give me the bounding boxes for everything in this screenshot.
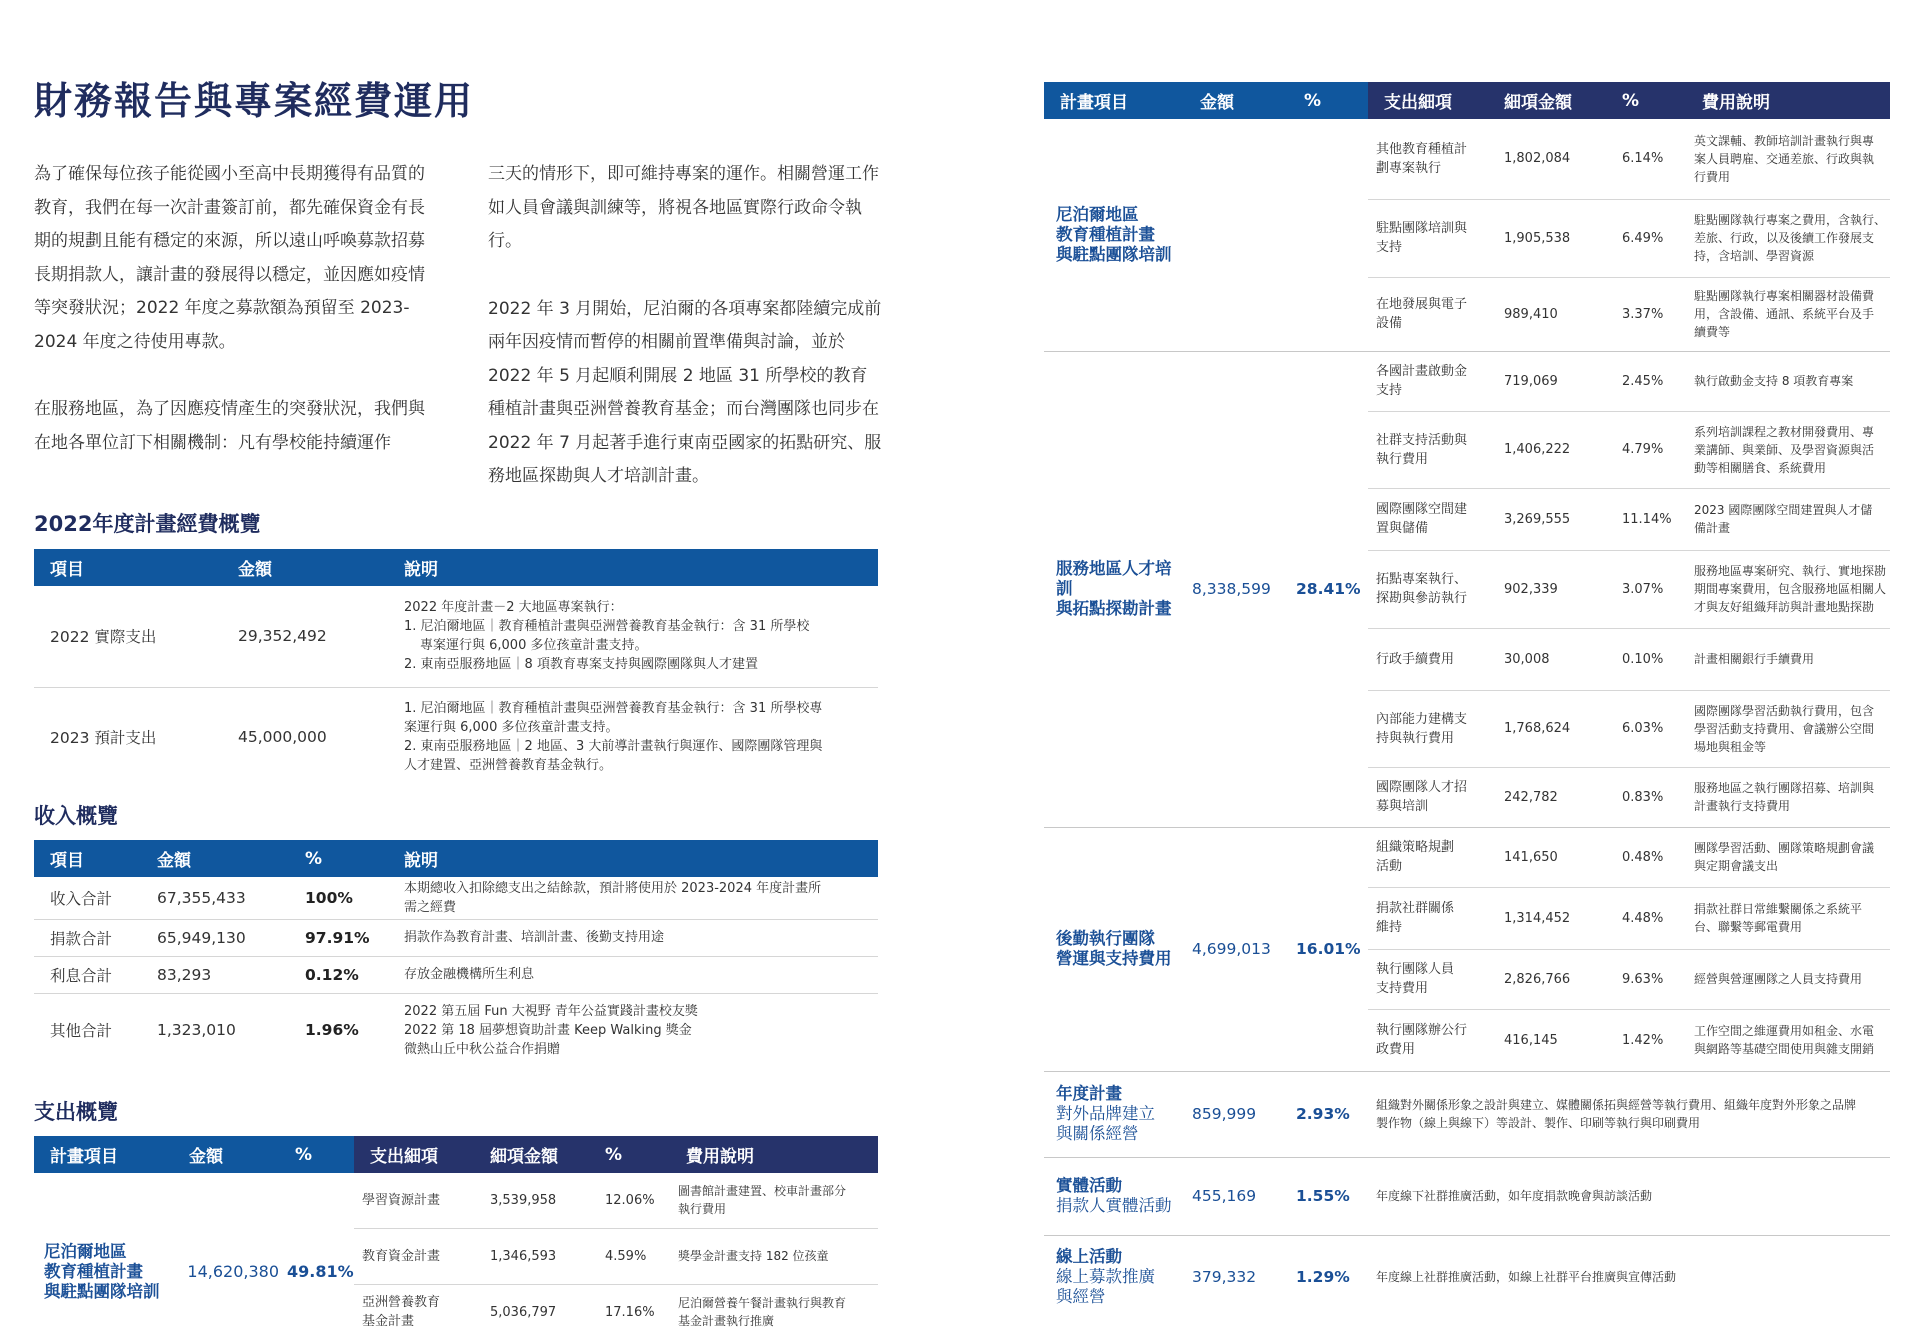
detail-percent: 4.59%: [589, 1228, 670, 1284]
description-line: 年度線上社群推廣活動，如線上社群平台推廣與宣傳活動: [1376, 1270, 1677, 1285]
detail-amount: 989,410: [1488, 277, 1606, 351]
detail-percent: 6.03%: [1606, 690, 1686, 767]
expense-description: [1686, 628, 1890, 690]
intro-paragraph: 2022 年 3 月開始，尼泊爾的各項專案都陸續完成前兩年因疫情而暫停的相關前置準備與討論，並於 2022 年 5 月起順利開展 2 地區 31 所學校的教育種植計畫與亞洲營養教育基金；而台灣團隊也同步在 2022 年 7 月起著手進行東南亞國家的拓點研究、服務地區探勘與人才培訓計畫。: [488, 298, 882, 486]
amount-cell: 67,355,433: [141, 877, 289, 919]
expense-description: [1686, 277, 1890, 351]
detail-percent: 3.07%: [1606, 550, 1686, 628]
detail-cell: [1368, 628, 1488, 690]
amount-cell: 29,352,492: [222, 586, 388, 687]
column-header: 支出細項: [354, 1136, 474, 1173]
category-line: 教育種植計畫: [1056, 224, 1155, 244]
description-cell: [388, 993, 878, 1067]
description-line: 駐點團隊執行專案之費用，含執行、: [1694, 213, 1887, 227]
detail-cell: [1368, 949, 1488, 1009]
category-line: 與關係經營: [1056, 1124, 1139, 1143]
detail-line: 拓點專案執行、: [1376, 572, 1468, 587]
detail-line: 社群支持活動與: [1376, 432, 1468, 448]
description-line: 1. 尼泊爾地區｜教育種植計畫與亞洲營養教育基金執行：含 31 所學校: [404, 619, 810, 635]
detail-amount: 1,802,084: [1488, 119, 1606, 199]
description-line: 動等相關膳食、系統費用: [1694, 460, 1827, 475]
column-header: 說明: [388, 549, 878, 586]
income-table: [34, 840, 878, 1067]
expense-description: [1686, 949, 1890, 1009]
description-line: 駐點團隊執行專案相關器材設備費: [1694, 289, 1875, 303]
column-header: 細項金額: [1488, 82, 1606, 119]
category-line: 年度計畫: [1056, 1084, 1122, 1103]
amount-cell: 1,323,010: [157, 1021, 236, 1040]
category-line: 捐款人實體活動: [1056, 1196, 1172, 1215]
description-line: 團隊學習活動、團隊策略規劃會議: [1694, 841, 1875, 855]
detail-percent: 3.37%: [1606, 277, 1686, 351]
description-line: 用，含設備、通訊、系統平台及手: [1694, 307, 1875, 321]
description-line: 才與友好組織拜訪與計畫地點探勘: [1694, 600, 1875, 614]
description-line: 台、聯繫等郵電費用: [1694, 920, 1803, 934]
detail-percent: 4.79%: [1606, 411, 1686, 488]
category-line: 線上募款推廣: [1056, 1267, 1155, 1287]
column-header: 費用說明: [670, 1136, 878, 1173]
description-line: 執行費用: [678, 1202, 727, 1217]
table-row: [34, 919, 878, 956]
table-row: [34, 993, 878, 1067]
detail-amount: 1,905,538: [1488, 199, 1606, 277]
detail-percent: 4.48%: [1606, 887, 1686, 949]
description-line: 續費等: [1694, 325, 1731, 339]
description-line: 服務地區之執行團隊招募、培訓與: [1694, 781, 1875, 795]
detail-amount: 719,069: [1488, 351, 1606, 411]
expense-table-right: [1044, 82, 1890, 1319]
detail-line: 探勘與參訪執行: [1376, 591, 1468, 606]
detail-line: 支持: [1376, 240, 1403, 255]
detail-percent: 12.06%: [589, 1173, 670, 1228]
detail-cell: [1368, 411, 1488, 488]
table-row: [1044, 119, 1890, 199]
detail-cell: [1368, 827, 1488, 887]
plan-category: [1044, 351, 1184, 827]
detail-line: 教育資金計畫: [362, 1248, 441, 1264]
detail-cell: [354, 1173, 474, 1228]
detail-percent: 1.42%: [1606, 1009, 1686, 1071]
detail-line: 國際團隊人才招: [1376, 780, 1468, 795]
detail-cell: [1368, 351, 1488, 411]
column-header: 計畫項目: [34, 1136, 173, 1173]
category-percent: 49.81%: [287, 1262, 354, 1281]
column-header: 項目: [34, 840, 141, 877]
table-row: [1044, 827, 1890, 887]
description-line: 與定期會議支出: [1694, 859, 1779, 873]
table-row: [34, 956, 878, 993]
description-line: 案人員聘雇、交通差旅、行政與執: [1694, 151, 1875, 166]
column-header: 金額: [141, 840, 289, 877]
table-row: [34, 687, 878, 787]
category-amount: 455,169: [1184, 1157, 1288, 1235]
description-line: 業講師、與業師、及學習資源與活: [1694, 442, 1875, 457]
detail-amount: 3,539,958: [474, 1173, 589, 1228]
description-line: 2022 第 18 屆夢想資助計畫 Keep Walking 獎金: [404, 1022, 692, 1038]
detail-amount: 1,406,222: [1488, 411, 1606, 488]
table-row: [1044, 1071, 1890, 1157]
category-line: 營運與支持費用: [1056, 949, 1172, 968]
amount-cell: 83,293: [141, 956, 289, 993]
detail-amount: 2,826,766: [1488, 949, 1606, 1009]
description-line: 2. 東南亞服務地區｜8 項教育專案支持與國際團隊與人才建置: [404, 657, 758, 673]
expense-description: [1368, 1157, 1890, 1235]
right-page: [960, 0, 1920, 1318]
category-amount: 379,332: [1192, 1268, 1257, 1287]
detail-line: 亞洲營養教育: [362, 1295, 441, 1311]
detail-line: 學習資源計畫: [362, 1192, 441, 1208]
description-line: 2. 東南亞服務地區｜2 地區、3 大前導計畫執行與運作、國際團隊管理與: [404, 739, 823, 755]
category-amount: 14,620,380: [187, 1262, 279, 1281]
expense-description: [670, 1228, 878, 1284]
description-line: 學習活動支持費用、會議辦公空間: [1694, 721, 1875, 736]
intro-paragraph: 為了確保每位孩子能從國小至高中長期獲得有品質的教育，我們在每一次計畫簽訂前，都先確保資金有長期的規劃且能有穩定的來源，所以遠山呼喚募款招募長期捐款人，讓計畫的發展得以穩定，並因應如疫情等突發狀況；2022 年度之募款額為預留至 2023-2024 年度之待使用專款。: [34, 164, 425, 352]
detail-cell: [354, 1284, 474, 1340]
item-cell: 利息合計: [34, 956, 141, 993]
detail-line: 劃專案執行: [1376, 160, 1442, 176]
description-line: 案運行與 6,000 多位孩童計畫支持。: [404, 720, 619, 736]
detail-cell: [354, 1228, 474, 1284]
detail-amount: 242,782: [1488, 767, 1606, 827]
detail-line: 行政手續費用: [1376, 651, 1455, 667]
detail-cell: [1368, 767, 1488, 827]
expense-description: [670, 1284, 878, 1340]
expense-description: [1686, 199, 1890, 277]
plan-category: [1044, 1071, 1184, 1157]
detail-cell: [1368, 550, 1488, 628]
detail-line: 組織策略規劃: [1376, 840, 1455, 855]
detail-cell: [1368, 119, 1488, 199]
description-line: 與網路等基礎空間使用與雜支開銷: [1694, 1042, 1875, 1056]
description-cell: [388, 877, 878, 919]
detail-line: 內部能力建構支: [1376, 711, 1468, 727]
column-header: 費用說明: [1686, 82, 1890, 119]
description-line: 工作空間之維運費用如租金、水電: [1694, 1024, 1875, 1038]
plan-category: [1044, 1235, 1184, 1319]
amount-cell: 65,949,130: [141, 919, 289, 956]
description-line: 經營與營運團隊之人員支持費用: [1694, 972, 1863, 986]
detail-cell: [1368, 277, 1488, 351]
detail-cell: [1368, 690, 1488, 767]
category-percent: 1.29%: [1296, 1268, 1350, 1287]
column-header: %: [589, 1136, 670, 1173]
description-line: 微熱山丘中秋公益合作捐贈: [404, 1041, 561, 1057]
column-header: %: [289, 840, 388, 877]
description-line: 行費用: [1694, 169, 1731, 184]
detail-amount: 3,269,555: [1488, 488, 1606, 550]
expense-description: [1368, 1235, 1890, 1319]
table-row: [1044, 1157, 1890, 1235]
description-line: 基金計畫執行推廣: [678, 1314, 775, 1329]
table-row: [34, 1173, 878, 1228]
description-line: 獎學金計畫支持 182 位孩童: [678, 1249, 829, 1263]
plan-category: [1044, 827, 1184, 1071]
detail-percent: 0.10%: [1606, 628, 1686, 690]
description-line: 捐款社群日常維繫關係之系統平: [1694, 902, 1863, 916]
category-percent: 28.41%: [1288, 351, 1368, 827]
category-percent: 1.55%: [1288, 1157, 1368, 1235]
detail-line: 持與執行費用: [1376, 730, 1455, 746]
table-row: [34, 877, 878, 919]
description-line: 計畫執行支持費用: [1694, 799, 1791, 813]
detail-percent: 0.48%: [1606, 827, 1686, 887]
page-title: 財務報告與專案經費運用: [34, 79, 475, 123]
expense-table-left: [34, 1136, 878, 1340]
detail-line: 維持: [1376, 920, 1403, 935]
description-line: 圖書館計畫建置、校車計畫部分: [678, 1184, 847, 1199]
item-cell: 其他合計: [50, 1022, 113, 1041]
category-line: 與拓點探勘計畫: [1056, 599, 1172, 618]
expense-description: [1686, 1009, 1890, 1071]
description-line: 年度線下社群推廣活動，如年度捐款晚會與訪談活動: [1376, 1189, 1653, 1203]
description-line: 專案運行與 6,000 多位孩童計畫支持。: [420, 638, 648, 654]
intro-paragraph: 三天的情形下，即可維持專案的運作。相關營運工作如人員會議與訓練等，將視各地區實際行政命令執行。: [488, 164, 879, 251]
column-header: 說明: [388, 840, 878, 877]
description-line: 人才建置、亞洲營養教育基金執行。: [404, 758, 613, 774]
detail-line: 捐款社群關係: [1376, 901, 1455, 916]
column-header: 項目: [34, 549, 222, 586]
description-line: 系列培訓課程之教材開發費用、專: [1694, 424, 1875, 439]
detail-amount: 141,650: [1488, 827, 1606, 887]
column-header: 金額: [222, 549, 388, 586]
category-line: 教育種植計畫: [44, 1261, 143, 1281]
category-percent: 16.01%: [1288, 827, 1368, 1071]
detail-cell: [1368, 1009, 1488, 1071]
column-header: 金額: [173, 1136, 279, 1173]
detail-line: 政費用: [1376, 1042, 1416, 1057]
description-cell: [388, 687, 878, 787]
description-line: 2023 國際團隊空間建置與人才儲: [1694, 503, 1873, 517]
detail-line: 執行團隊辦公行: [1376, 1023, 1468, 1038]
detail-amount: 1,346,593: [474, 1228, 589, 1284]
table-row: [1044, 351, 1890, 411]
expense-description: [1686, 119, 1890, 199]
expense-description: [1686, 488, 1890, 550]
description-line: 持，含培訓、學習資源: [1694, 249, 1815, 263]
detail-amount: 5,036,797: [490, 1304, 557, 1320]
description-line: 期間專案費用，包含服務地區相關人: [1694, 582, 1887, 596]
detail-percent: 6.14%: [1606, 119, 1686, 199]
intro-column-1: [34, 158, 429, 494]
column-header: %: [1288, 82, 1368, 119]
detail-line: 其他教育種植計: [1376, 141, 1468, 157]
detail-amount: 1,768,624: [1488, 690, 1606, 767]
detail-amount: 1,314,452: [1488, 887, 1606, 949]
detail-line: 各國計畫啟動金: [1376, 364, 1468, 379]
description-line: 計畫相關銀行手續費用: [1694, 652, 1815, 666]
description-line: 英文課輔、教師培訓計畫執行與專: [1694, 133, 1875, 148]
description-line: 製作物（線上與線下）等設計、製作、印刷等執行與印刷費用: [1376, 1116, 1701, 1130]
description-line: 服務地區專案研究、執行、實地探勘: [1694, 564, 1887, 578]
column-header: 計畫項目: [1044, 82, 1184, 119]
detail-line: 支持費用: [1376, 981, 1429, 996]
column-header: 細項金額: [474, 1136, 589, 1173]
detail-line: 設備: [1376, 316, 1403, 331]
expense-description: [1686, 550, 1890, 628]
detail-percent: 17.16%: [605, 1304, 655, 1320]
column-header: %: [1606, 82, 1686, 119]
detail-line: 執行費用: [1376, 451, 1429, 467]
overview-table: [34, 549, 878, 787]
description-line: 2022 年度計畫－2 大地區專案執行：: [404, 600, 623, 616]
category-percent: 2.93%: [1288, 1071, 1368, 1157]
category-line: 後勤執行團隊: [1056, 929, 1155, 948]
table-row: [34, 586, 878, 687]
description-line: 1. 尼泊爾地區｜教育種植計畫與亞洲營養教育基金執行：含 31 所學校專: [404, 701, 823, 717]
expense-description: [1686, 887, 1890, 949]
category-amount: 859,999: [1184, 1071, 1288, 1157]
plan-category: [1044, 1157, 1184, 1235]
detail-cell: [1368, 199, 1488, 277]
category-line: 與經營: [1056, 1287, 1106, 1307]
category-line: 尼泊爾地區: [1056, 204, 1139, 224]
category-line: 尼泊爾地區: [44, 1241, 127, 1261]
item-cell: 2022 實際支出: [34, 586, 222, 687]
detail-percent: 9.63%: [1606, 949, 1686, 1009]
description-line: 需之經費: [404, 899, 457, 915]
category-line: 與駐點團隊培訓: [44, 1281, 160, 1301]
description-line: 執行啟動金支持 8 項教育專案: [1694, 374, 1854, 388]
plan-category: [1044, 119, 1368, 351]
detail-line: 國際團隊空間建: [1376, 502, 1468, 517]
description-cell: 捐款作為教育計畫、培訓計畫、後勤支持用途: [388, 919, 878, 956]
expense-description: [1368, 1071, 1890, 1157]
column-header: 金額: [1184, 82, 1288, 119]
detail-cell: [1368, 887, 1488, 949]
detail-cell: [1368, 488, 1488, 550]
detail-line: 支持: [1376, 383, 1403, 398]
item-cell: 2023 預計支出: [50, 729, 157, 748]
category-line: 對外品牌建立: [1056, 1104, 1155, 1123]
income-heading: 收入概覽: [34, 804, 118, 828]
detail-amount: 30,008: [1488, 628, 1606, 690]
expense-heading: 支出概覽: [34, 1100, 118, 1124]
intro-column-2: [488, 158, 883, 528]
detail-line: 駐點團隊培訓與: [1376, 221, 1468, 236]
category-line: 服務地區人才培訓: [1056, 559, 1172, 598]
column-header: 支出細項: [1368, 82, 1488, 119]
expense-description: [1686, 351, 1890, 411]
detail-line: 基金計畫: [362, 1314, 415, 1330]
intro-paragraph: 在服務地區，為了因應疫情產生的突發狀況，我們與在地各單位訂下相關機制：凡有學校能持續運作: [34, 399, 425, 453]
expense-description: [670, 1173, 878, 1228]
description-line: 國際團隊學習活動執行費用，包含: [1694, 703, 1875, 718]
plan-category: [34, 1173, 173, 1340]
description-line: 尼泊爾營養午餐計畫執行與教育: [678, 1296, 847, 1311]
detail-percent: 0.83%: [1606, 767, 1686, 827]
percent-cell: 100%: [289, 877, 388, 919]
category-amount: 4,699,013: [1184, 827, 1288, 1071]
category-line: 實體活動: [1056, 1176, 1122, 1195]
detail-line: 置與儲備: [1376, 521, 1429, 536]
expense-description: [1686, 827, 1890, 887]
description-line: 場地與租金等: [1694, 739, 1767, 754]
item-cell: 捐款合計: [34, 919, 141, 956]
expense-description: [1686, 690, 1890, 767]
expense-description: [1686, 767, 1890, 827]
detail-line: 執行團隊人員: [1376, 962, 1455, 977]
detail-line: 在地發展與電子: [1376, 297, 1468, 312]
description-cell: [388, 586, 878, 687]
detail-amount: 902,339: [1488, 550, 1606, 628]
detail-line: 活動: [1376, 859, 1403, 874]
detail-amount: 416,145: [1488, 1009, 1606, 1071]
detail-percent: 11.14%: [1606, 488, 1686, 550]
description-line: 組織對外關係形象之設計與建立、媒體關係拓與經營等執行費用、組織年度對外形象之品牌: [1376, 1098, 1857, 1112]
overview-heading: 2022年度計畫經費概覽: [34, 512, 261, 536]
detail-percent: 6.49%: [1606, 199, 1686, 277]
expense-description: [1686, 411, 1890, 488]
detail-percent: 2.45%: [1606, 351, 1686, 411]
description-line: 備計畫: [1694, 521, 1731, 535]
description-line: 差旅、行政，以及後續工作發展支: [1694, 231, 1875, 245]
category-amount: 8,338,599: [1184, 351, 1288, 827]
percent-cell: 1.96%: [305, 1021, 359, 1040]
percent-cell: 97.91%: [289, 919, 388, 956]
category-line: 與駐點團隊培訓: [1056, 244, 1172, 264]
table-row: [1044, 1235, 1890, 1319]
item-cell: 收入合計: [34, 877, 141, 919]
amount-cell: 45,000,000: [238, 728, 327, 747]
description-line: 本期總收入扣除總支出之結餘款，預計將使用於 2023-2024 年度計畫所: [404, 880, 822, 896]
percent-cell: 0.12%: [289, 956, 388, 993]
category-line: 線上活動: [1056, 1247, 1122, 1267]
description-line: 2022 第五屆 Fun 大視野 青年公益實踐計畫校友獎: [404, 1003, 698, 1019]
left-page: [0, 0, 960, 1330]
description-cell: 存放金融機構所生利息: [388, 956, 878, 993]
detail-line: 募與培訓: [1376, 799, 1429, 814]
column-header: %: [279, 1136, 354, 1173]
